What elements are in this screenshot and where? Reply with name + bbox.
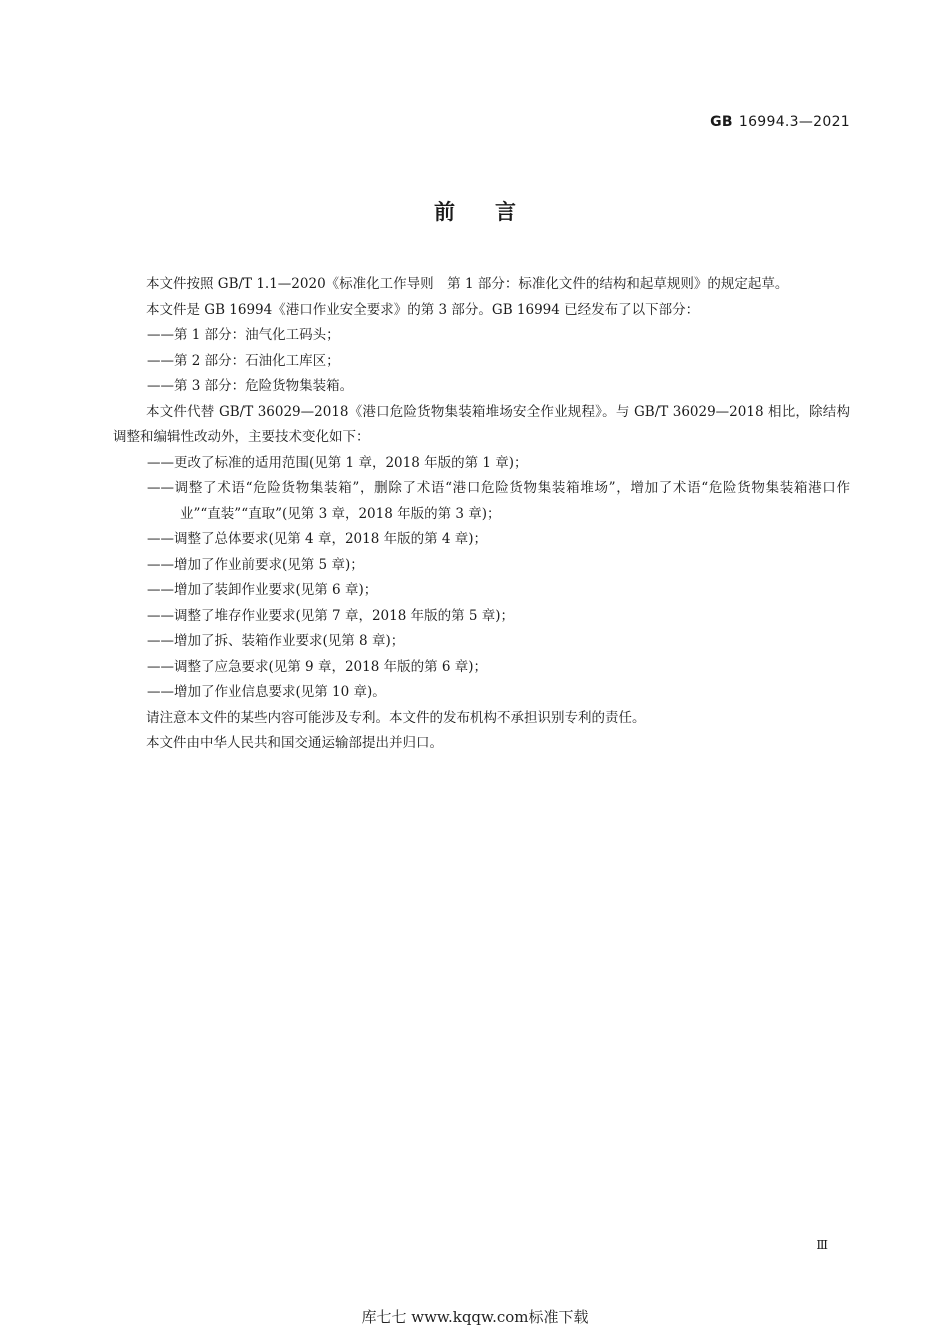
paragraph-patent-notice: 请注意本文件的某些内容可能涉及专利。本文件的发布机构不承担识别专利的责任。 (146, 709, 646, 726)
foreword-body (113, 272, 850, 757)
paragraph-drafting-rules: 本文件按照 GB/T 1.1—2020《标准化工作导则 第 1 部分：标准化文件的结构和起草规则》的规定起草。 (146, 276, 789, 292)
list-item: ——调整了堆存作业要求(见第 7 章，2018 年版的第 5 章)； (147, 607, 515, 624)
list-item: ——调整了术语“危险货物集装箱”，删除了术语“港口危险货物集装箱堆场”，增加了术语“危险货物集装箱港口作业”“直装”“直取”(见第 3 章，2018 年版的第 3 章)； (147, 480, 850, 522)
page-number: Ⅲ (816, 1238, 828, 1252)
list-item: ——调整了应急要求(见第 9 章，2018 年版的第 6 章)； (147, 658, 488, 675)
standard-number: 16994.3—2021 (738, 114, 850, 130)
paragraph-proposer: 本文件由中华人民共和国交通运输部提出并归口。 (146, 735, 443, 751)
footer-watermark: 库七七 www.kqqw.com标准下载 (361, 1308, 589, 1326)
list-item: ——增加了拆、装箱作业要求(见第 8 章)； (147, 633, 405, 649)
paragraph-replacement: 本文件代替 GB/T 36029—2018《港口危险货物集装箱堆场安全作业规程》。与 GB/T 36029—2018 相比，除结构调整和编辑性改动外，主要技术变化如下： (113, 403, 850, 445)
list-item: ——调整了总体要求(见第 4 章，2018 年版的第 4 章)； (147, 531, 488, 547)
list-item: ——增加了作业前要求(见第 5 章)； (147, 556, 364, 573)
list-item: ——第 1 部分：油气化工码头； (147, 327, 340, 343)
list-item: ——第 3 部分：危险货物集装箱。 (147, 378, 354, 394)
standard-code: GB (710, 114, 733, 130)
list-item: ——第 2 部分：石油化工库区； (147, 352, 340, 369)
list-item: ——更改了标准的适用范围(见第 1 章，2018 年版的第 1 章)； (147, 454, 528, 471)
page-title: 前言 (434, 200, 556, 224)
paragraph-series-intro: 本文件是 GB 16994《港口作业安全要求》的第 3 部分。GB 16994 已经发布了以下部分： (146, 301, 700, 318)
list-item: ——增加了装卸作业要求(见第 6 章)； (147, 582, 378, 598)
document-header (710, 114, 850, 130)
list-item: ——增加了作业信息要求(见第 10 章)。 (147, 684, 386, 700)
